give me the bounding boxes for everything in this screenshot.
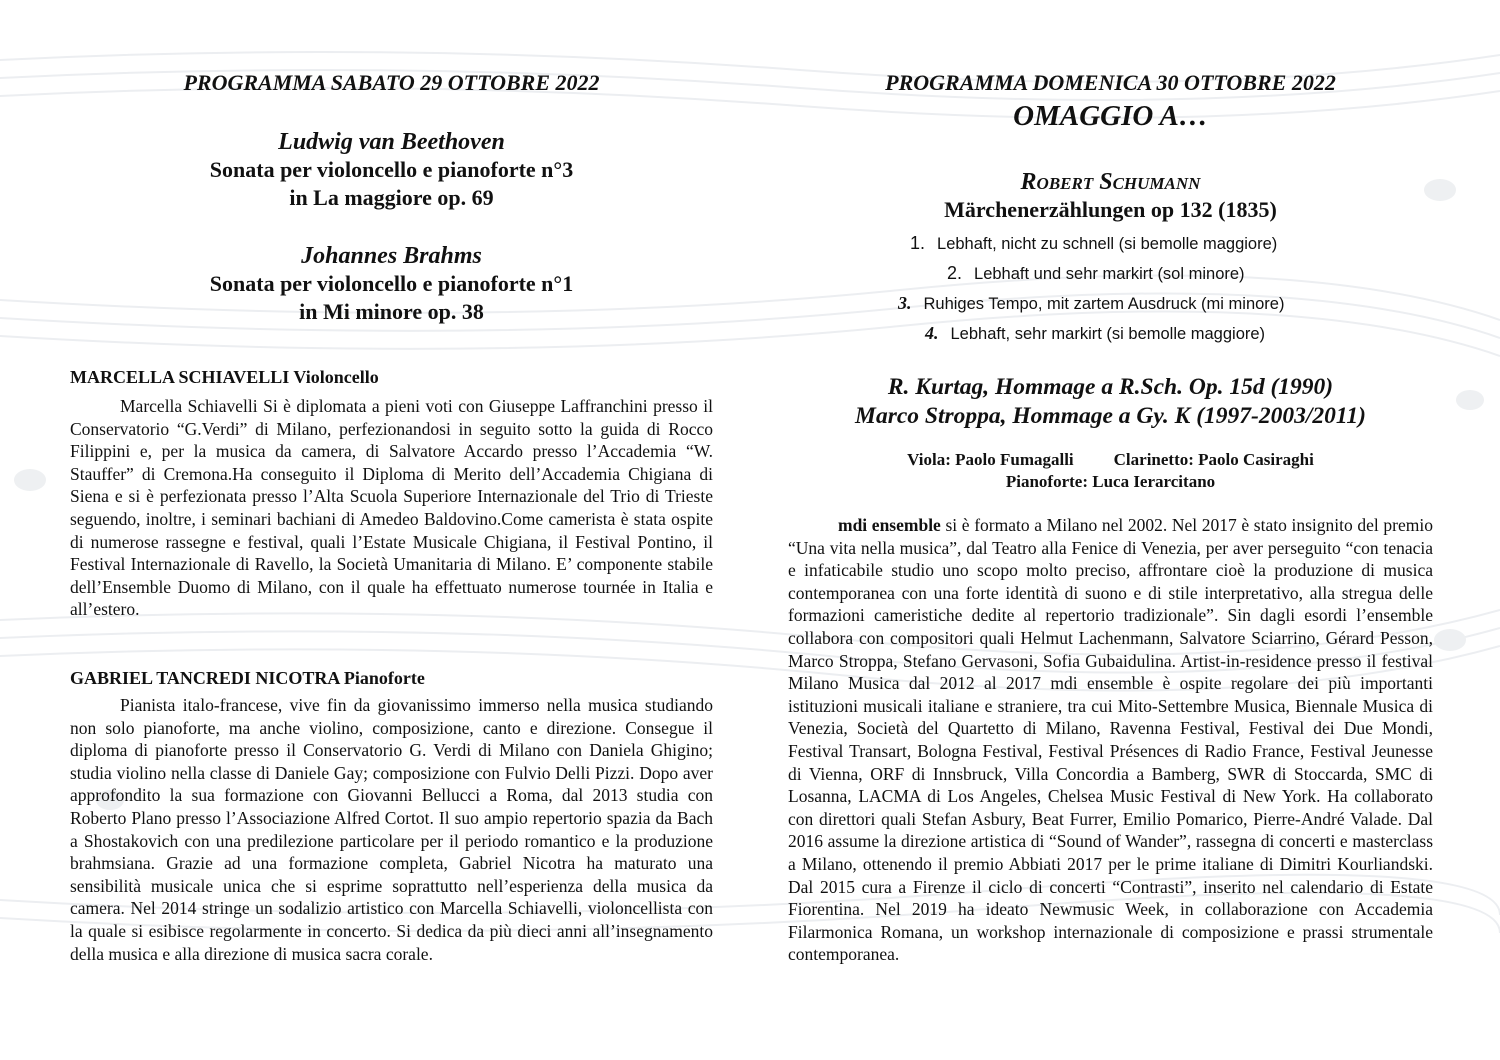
movement-text: Lebhaft, nicht zu schnell (si bemolle maggiore) bbox=[937, 235, 1278, 253]
work-title-line1: Sonata per violoncello e pianoforte n°3 bbox=[209, 157, 574, 182]
movement-number: 4. bbox=[925, 323, 939, 343]
cellist-bio: Marcella Schiavelli Si è diplomata a pieni voti con Giuseppe Laffranchini presso il Conservatorio “G.Verdi” di Milano, perfezionandosi in seguito sotto la guida di Rocco Filippini e, per la musica da camera, di Salvatore Accardo presso l’Accademia “W. Stauffer” di Cremona.Ha conseguito il Diploma di Merito dell’Accademia Chigiana di Siena e si è perfezionata presso l’Alta Scuola Superiore Internazionale del Trio di Trieste seguendo, inoltre, i seminari bachiani di Amedeo Baldovino.Come camerista è stata ospite di numerose rassegne e festival, quali l’Estate Musicale Chigiana, il Festival Pontino, il Festival Internazionale di Ravello, la Società Umanitaria di Milano. E’ componente stabile dell’Ensemble Duomo di Milano, con il quale ha effettuato numerose tournée in Italia e all’estero. bbox=[70, 396, 713, 620]
clarinet-player: Clarinetto: Paolo Casiraghi bbox=[1113, 450, 1314, 469]
viola-player: Viola: Paolo Fumagalli bbox=[907, 450, 1074, 469]
piano-player: Pianoforte: Luca Ierarcitano bbox=[1005, 472, 1216, 491]
pianist-heading: GABRIEL TANCREDI NICOTRA Pianoforte bbox=[70, 668, 425, 688]
work-title-line1: Sonata per violoncello e pianoforte n°1 bbox=[209, 271, 574, 296]
movement-item bbox=[898, 293, 1284, 314]
movement-text: Lebhaft und sehr markirt (sol minore) bbox=[974, 265, 1245, 283]
ensemble-bio bbox=[788, 514, 1433, 966]
movement-text: Lebhaft, sehr markirt (si bemolle maggiore) bbox=[950, 325, 1266, 343]
movement-number: 3. bbox=[898, 293, 912, 313]
work-title: Märchenerzählungen op 132 (1835) bbox=[944, 197, 1277, 222]
movement-number: 1. bbox=[910, 233, 926, 253]
pianist-bio: Pianista italo-francese, vive fin da giovanissimo immerso nella musica studiando non solo pianoforte, ma anche violino, composizione, canto e direzione. Consegue il diploma di pianoforte presso il Conservatorio G. Verdi di Milano con Daniela Ghigino; studia violino nella classe di Daniele Gay; composizione con Fulvio Delli Pizzi. Dopo aver approfondito la sua formazione con Giovanni Bellucci a Roma, dal 2013 studia con Roberto Plano presso l’Associazione Alfred Cortot. Il suo ampio repertorio spazia da Bach a Shostakovich con una predilezione particolare per il periodo romantico e la produzione brahmsiana. Grazie ad una formazione completa, Gabriel Nicotra ha maturato una sensibilità musicale unica che si esprime soprattutto nell’esperienza della musica da camera. Nel 2014 stringe un sodalizio artistico con Marcella Schiavelli, violoncellista con la quale si esibisce regolarmente in concerto. Si dedica da più dieci anni all’insegnamento della musica e alla direzione di musica sacra corale. bbox=[70, 695, 713, 964]
hommage-works bbox=[788, 373, 1433, 431]
brahms-piece bbox=[70, 242, 713, 326]
movement-item bbox=[925, 323, 1265, 344]
movement-item bbox=[947, 263, 1245, 284]
movement-item bbox=[910, 233, 1277, 254]
composer-name: Robert Schumann bbox=[1020, 169, 1201, 195]
work-title-line2: in La maggiore op. 69 bbox=[289, 185, 494, 210]
composer-name: Ludwig van Beethoven bbox=[278, 129, 505, 155]
performers-list bbox=[788, 449, 1433, 493]
omaggio-subtitle: OMAGGIO A… bbox=[1013, 100, 1208, 132]
kurtag-hommage: R. Kurtag, Hommage a R.Sch. Op. 15d (1990) bbox=[887, 374, 1334, 400]
beethoven-piece bbox=[70, 128, 713, 212]
schumann-piece bbox=[788, 168, 1433, 224]
ensemble-name: mdi ensemble bbox=[838, 515, 941, 535]
saturday-program-title: PROGRAMMA SABATO 29 OTTOBRE 2022 bbox=[183, 70, 600, 95]
work-title-line2: in Mi minore op. 38 bbox=[299, 299, 484, 324]
sunday-program-title: PROGRAMMA DOMENICA 30 OTTOBRE 2022 bbox=[885, 70, 1336, 95]
movement-number: 2. bbox=[947, 263, 963, 283]
composer-name: Johannes Brahms bbox=[301, 243, 482, 269]
stroppa-hommage: Marco Stroppa, Hommage a Gy. K (1997-2003/2011) bbox=[855, 403, 1366, 429]
cellist-heading: MARCELLA SCHIAVELLI Violoncello bbox=[70, 367, 379, 387]
movement-text: Ruhiges Tempo, mit zartem Ausdruck (mi minore) bbox=[923, 295, 1285, 313]
ensemble-bio-text: si è formato a Milano nel 2002. Nel 2017 è stato insignito del premio “Una vita nella musica”, dal Teatro alla Fenice di Venezia, per aver perseguito “con tenacia e infaticabile studio uno scopo molto preciso, affrontare cioè la produzione di musica contemporanea con una forte identità di suono e di stile interpretativo, alla stregua delle formazioni cameristiche dedite al repertorio tradizionale”. Sin dagli esordi l’ensemble collabora con compositori quali Helmut Lachenmann, Salvatore Sciarrino, Gérard Pesson, Marco Stroppa, Stefano Gervasoni, Sofia Gubaidulina. Artist-in-residence presso il festival Milano Musica dal 2012 al 2017 mdi ensemble è ospite regolare dei più importanti istituzioni musicali italiane e straniere, tra cui Mito-Settembre Musica, Biennale Musica di Venezia, Società del Quartetto di Milano, Ravenna Festival, Festival dei Due Mondi, Festival Transart, Bologna Festival, Festival Présences di Radio France, Festival Jeunesse di Vienna, ORF di Innsbruck, Villa Concordia a Bamberg, SWR di Stoccarda, SMC di Losanna, LACMA di Los Angeles, Chelsea Music Festival di New York. Ha collaborato con direttori quali Stefan Asbury, Beat Furrer, Emilio Pomarico, Pierre-André Valade. Dal 2016 assume la direzione artistica di “Sound of Wander”, rassegna di concerti e masterclass a Milano, ottenendo il premio Abbiati 2017 per le prime italiane di Dimitri Kourliandski. Dal 2015 cura a Firenze il ciclo di concerti “Contrasti”, inserito nel calendario di Estate Fiorentina. Nel 2019 ha ideato Newmusic Week, in collaborazione con Accademia Filarmonica Romana, un workshop internazionale di composizione e prassi strumentale contemporanea. bbox=[788, 515, 1433, 965]
